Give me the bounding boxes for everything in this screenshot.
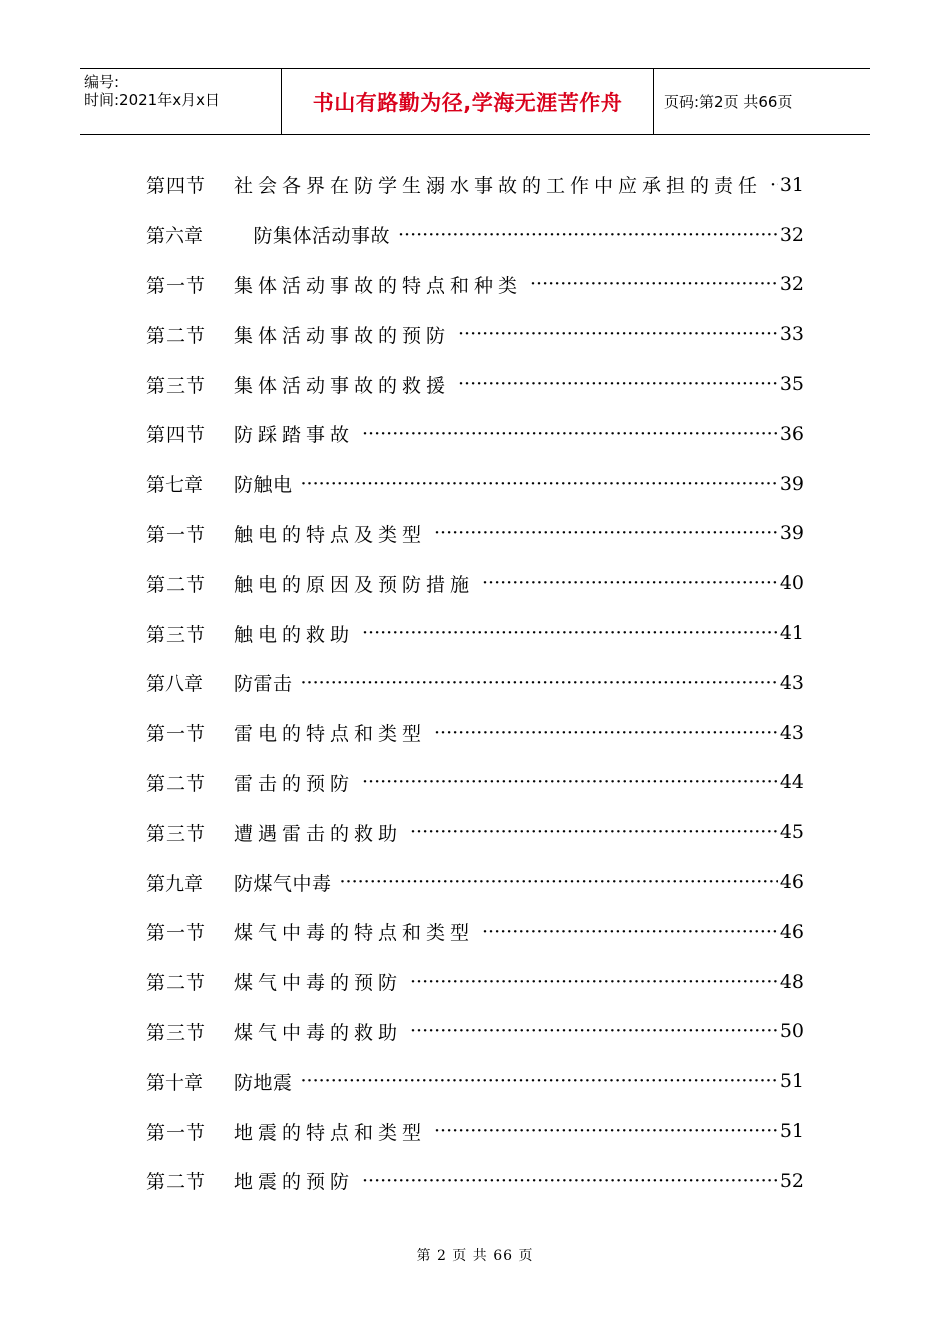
toc-dot-leader: [362, 622, 778, 644]
toc-entry-page: 46: [779, 871, 804, 894]
toc-entry-number: 第八章: [146, 673, 204, 696]
toc-entry-title: 触电的救助: [234, 623, 355, 646]
toc-dot-leader: [482, 921, 778, 943]
toc-entry-number: 第三节: [146, 374, 207, 397]
toc-entry-number: 第二节: [146, 324, 207, 347]
toc-section-row: [146, 907, 804, 957]
header-page-info: 页码:第2页 共66页: [664, 93, 793, 111]
toc-dot-leader: [340, 871, 778, 893]
toc-entry-number: 第二节: [146, 1171, 207, 1194]
toc-entry-page: 40: [779, 572, 804, 595]
toc-chapter-row: [146, 857, 804, 907]
toc-dot-leader: [434, 722, 778, 744]
toc-entry-number: 第三节: [146, 1021, 207, 1044]
toc-entry-page: 39: [779, 522, 804, 545]
toc-entry-number: 第一节: [146, 523, 207, 546]
toc-entry-number: 第四节: [146, 424, 207, 447]
toc-entry-page: 35: [779, 373, 804, 396]
toc-entry-page: 41: [779, 622, 804, 645]
toc-entry-number: 第三节: [146, 822, 207, 845]
toc-entry-title: 地震的预防: [234, 1171, 355, 1194]
toc-entry-number: 第二节: [146, 772, 207, 795]
page-header: [80, 68, 870, 135]
toc-entry-title: 防地震: [234, 1071, 293, 1094]
toc-entry-page: 46: [779, 920, 804, 943]
toc-entry-title: 雷电的特点和类型: [234, 723, 427, 746]
toc-section-row: [146, 309, 804, 359]
table-of-contents: [146, 160, 804, 1206]
toc-entry-number: 第九章: [146, 872, 204, 895]
toc-entry-number: 第一节: [146, 723, 207, 746]
toc-section-row: [146, 409, 804, 459]
toc-entry-page: 33: [779, 323, 804, 346]
toc-entry-title: 集体活动事故的特点和种类: [234, 274, 523, 297]
toc-entry-number: 第十章: [146, 1071, 204, 1094]
toc-entry-number: 第一节: [146, 1121, 207, 1144]
toc-chapter-row: [146, 459, 804, 509]
toc-entry-page: 43: [779, 671, 804, 694]
toc-entry-page: 51: [779, 1120, 804, 1143]
toc-dot-leader: [398, 224, 778, 246]
toc-section-row: [146, 359, 804, 409]
toc-section-row: [146, 708, 804, 758]
toc-dot-leader: [301, 473, 778, 495]
header-meta-cell: [80, 69, 282, 134]
toc-entry-page: 43: [779, 721, 804, 744]
toc-entry-page: 39: [779, 472, 804, 495]
toc-dot-leader: [458, 323, 778, 345]
toc-entry-number: 第七章: [146, 474, 204, 497]
toc-entry-page: 51: [779, 1070, 804, 1093]
toc-section-row: [146, 1106, 804, 1156]
toc-chapter-row: [146, 210, 804, 260]
toc-entry-page: 48: [779, 970, 804, 993]
toc-entry-title: 防触电: [234, 474, 293, 497]
toc-dot-leader: [410, 821, 778, 843]
page-footer: 第 2 页 共 66 页: [416, 1248, 534, 1264]
toc-entry-number: 第四节: [146, 175, 207, 198]
toc-entry-page: 32: [779, 223, 804, 246]
toc-entry-title: 防雷击: [234, 673, 293, 696]
toc-dot-leader: [362, 423, 778, 445]
toc-entry-page: 52: [779, 1169, 804, 1192]
toc-entry-number: 第三节: [146, 623, 207, 646]
toc-dot-leader: [301, 1070, 778, 1092]
toc-dot-leader: [458, 373, 778, 395]
toc-entry-page: 50: [779, 1020, 804, 1043]
toc-section-row: [146, 1007, 804, 1057]
header-page-cell: [654, 69, 870, 134]
toc-dot-leader: [362, 1170, 778, 1192]
toc-entry-title: 煤气中毒的特点和类型: [234, 922, 475, 945]
toc-entry-page: 31: [779, 173, 804, 196]
toc-entry-title: 防集体活动事故: [234, 225, 391, 248]
toc-dot-leader: [410, 971, 778, 993]
toc-section-row: [146, 260, 804, 310]
toc-entry-title: 雷击的预防: [234, 772, 355, 795]
toc-dot-leader: [530, 273, 778, 295]
toc-entry-number: 第一节: [146, 922, 207, 945]
toc-section-row: [146, 807, 804, 857]
toc-entry-title: 社会各界在防学生溺水事故的工作中应承担的责任: [234, 175, 763, 198]
toc-dot-leader: [434, 522, 778, 544]
toc-chapter-row: [146, 1056, 804, 1106]
toc-section-row: [146, 957, 804, 1007]
toc-entry-title: 煤气中毒的救助: [234, 1021, 403, 1044]
toc-section-row: [146, 160, 804, 210]
toc-entry-title: 防踩踏事故: [234, 424, 355, 447]
toc-section-row: [146, 758, 804, 808]
toc-dot-leader: [410, 1020, 778, 1042]
toc-section-row: [146, 608, 804, 658]
toc-entry-title: 遭遇雷击的救助: [234, 822, 403, 845]
toc-dot-leader: [434, 1120, 778, 1142]
toc-entry-number: 第二节: [146, 573, 207, 596]
toc-entry-title: 防煤气中毒: [234, 872, 332, 895]
toc-entry-title: 煤气中毒的预防: [234, 972, 403, 995]
toc-chapter-row: [146, 658, 804, 708]
toc-entry-page: 32: [779, 273, 804, 296]
toc-dot-leader: [482, 572, 778, 594]
motto-text: 书山有路勤为径,学海无涯苦作舟: [312, 90, 623, 115]
toc-entry-title: 触电的原因及预防措施: [234, 573, 475, 596]
time-label: 时间:2021年x月x日: [84, 91, 220, 109]
toc-dot-leader: [770, 174, 778, 196]
toc-entry-title: 集体活动事故的预防: [234, 324, 451, 347]
toc-dot-leader: [362, 771, 778, 793]
toc-entry-page: 45: [779, 821, 804, 844]
header-motto-cell: [282, 69, 654, 134]
toc-entry-number: 第一节: [146, 274, 207, 297]
toc-entry-title: 触电的特点及类型: [234, 523, 427, 546]
toc-entry-title: 地震的特点和类型: [234, 1121, 427, 1144]
toc-entry-number: 第二节: [146, 972, 207, 995]
toc-entry-number: 第六章: [146, 225, 204, 248]
toc-section-row: [146, 509, 804, 559]
toc-entry-page: 44: [779, 771, 804, 794]
toc-entry-page: 36: [779, 422, 804, 445]
toc-section-row: [146, 558, 804, 608]
toc-section-row: [146, 1156, 804, 1206]
number-label: 编号:: [84, 73, 120, 91]
toc-dot-leader: [301, 672, 778, 694]
toc-entry-title: 集体活动事故的救援: [234, 374, 451, 397]
